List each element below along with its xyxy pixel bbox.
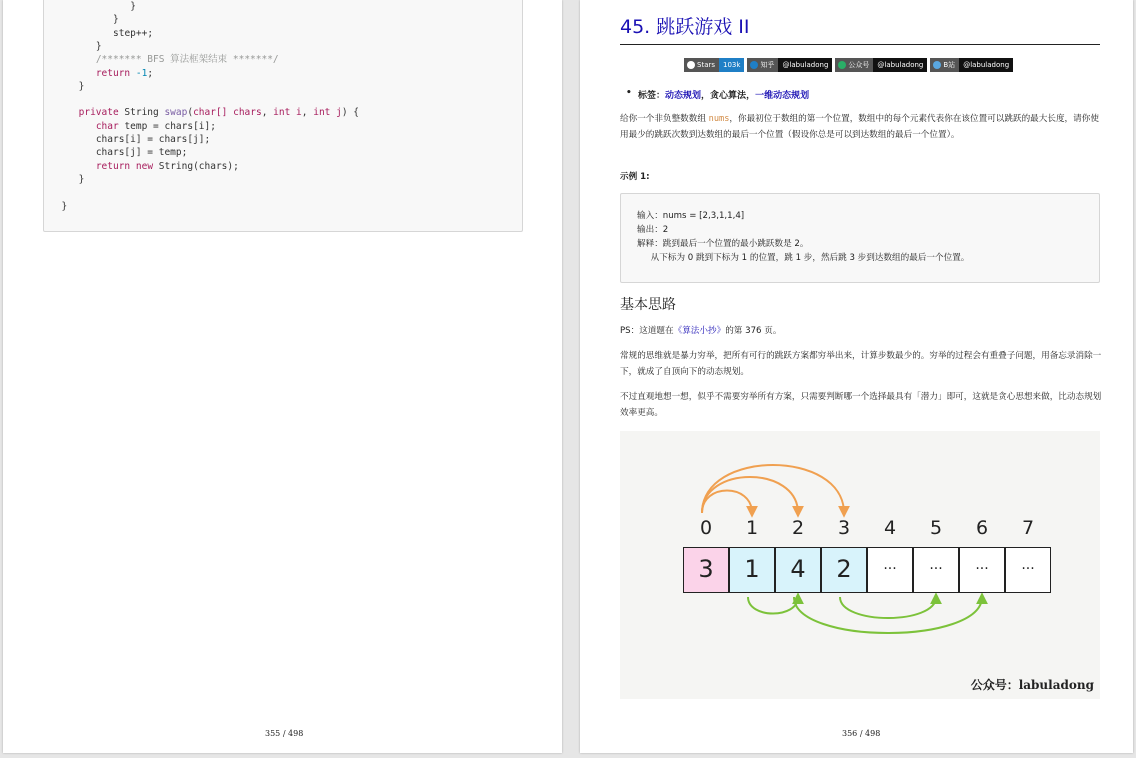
code-token: temp = chars[i]; xyxy=(124,120,216,132)
ps-text: 的第 376 页。 xyxy=(725,326,782,336)
page-number-left: 355 / 498 xyxy=(265,729,304,738)
inline-code-nums: nums xyxy=(708,114,730,124)
index-label: 1 xyxy=(745,517,759,539)
jump-arrow-green xyxy=(840,597,936,618)
tag-line xyxy=(626,88,810,101)
code-token: int i xyxy=(273,107,302,119)
paragraph-brute-force: 常规的思维就是暴力穷举，把所有可行的跳跃方案都穷举出来，计算步数最少的。穷举的过程会有重叠子问题，用备忘录消除一下，就成了自顶向下的动态规划。 xyxy=(620,351,1102,377)
code-token: return xyxy=(95,160,136,172)
code-token: chars[i] = chars[j]; xyxy=(95,134,211,145)
zhihu-icon xyxy=(750,61,758,69)
array-cell: 4 xyxy=(775,547,821,593)
problem-text: ，你最初位于数组的第一个位置，数组中的每个元素代表你在该位置可以跳跃的最大长度，请你使用最少的跳跃次数到达数组的最后一个位置（假设你总是可以到达数组的最后一个位置）。 xyxy=(620,114,1099,140)
badge-value: @labuladong xyxy=(873,58,927,72)
badge-value: @labuladong xyxy=(959,58,1013,72)
code-line xyxy=(96,120,216,133)
social-badge[interactable] xyxy=(930,58,1013,72)
code-token: String xyxy=(124,107,165,119)
code-token: step++; xyxy=(113,27,154,39)
code-token: char xyxy=(95,120,125,132)
badge-label-text: 公众号 xyxy=(848,61,870,69)
code-token: } xyxy=(95,40,102,52)
jump-game-figure xyxy=(620,431,1100,699)
badge-label-text: 知乎 xyxy=(760,61,775,69)
title-divider xyxy=(620,44,1100,45)
index-label: 4 xyxy=(883,517,897,539)
example-label: 示例 1: xyxy=(620,172,650,182)
code-token: , xyxy=(261,107,274,119)
array-cell: ··· xyxy=(959,547,1005,593)
jump-arrow-green xyxy=(748,597,798,614)
code-line xyxy=(96,67,153,80)
code-token: ( xyxy=(187,107,194,119)
code-line xyxy=(96,40,102,53)
code-line xyxy=(113,13,119,26)
array-cell: ··· xyxy=(913,547,959,593)
social-badge[interactable] xyxy=(835,58,927,72)
index-label: 2 xyxy=(791,517,805,539)
ps-text: PS：这道题在 xyxy=(620,326,674,336)
tag-link-1d-dp[interactable]: 一维动态规划 xyxy=(755,91,810,101)
code-token: String(chars); xyxy=(158,160,239,172)
problem-description xyxy=(620,111,1104,143)
code-token: private xyxy=(78,107,125,119)
code-block xyxy=(43,0,523,232)
code-line xyxy=(61,200,67,213)
example-line: 输出：2 xyxy=(637,225,669,235)
tag-separator: ， xyxy=(701,91,711,101)
code-line xyxy=(130,0,136,13)
page-number-right: 356 / 498 xyxy=(842,729,881,738)
example-block xyxy=(620,193,1100,283)
code-line xyxy=(113,27,153,40)
code-token: } xyxy=(113,14,119,26)
code-line xyxy=(79,80,85,93)
index-label: 5 xyxy=(929,517,943,539)
bullet-icon: • xyxy=(626,88,632,98)
index-label: 7 xyxy=(1021,517,1035,539)
badge-label-text: Stars xyxy=(697,61,716,69)
code-token: -1 xyxy=(135,67,148,79)
badge-row xyxy=(684,58,1013,72)
badge-label xyxy=(930,58,959,72)
array-cell: 3 xyxy=(683,547,729,593)
array-cell: 2 xyxy=(821,547,867,593)
code-token: } xyxy=(78,80,85,92)
code-token: chars[j] = temp; xyxy=(95,147,188,159)
ps-line xyxy=(620,323,1104,339)
array-cell: ··· xyxy=(867,547,913,593)
social-badge[interactable] xyxy=(747,58,832,72)
badge-label-text: B站 xyxy=(943,61,956,69)
code-token: ) { xyxy=(341,107,360,119)
jump-arrow-orange xyxy=(702,465,844,513)
figure-watermark: 公众号：labuladong xyxy=(970,678,1094,692)
section-heading: 基本思路 xyxy=(620,297,676,313)
badge-value: @labuladong xyxy=(778,58,832,72)
problem-text: 给你一个非负整数数组 xyxy=(620,114,709,124)
code-token: int j xyxy=(313,107,342,119)
code-line xyxy=(96,146,188,159)
code-token: swap xyxy=(164,107,188,119)
code-token: ; xyxy=(147,67,154,79)
tags-label: 标签： xyxy=(638,91,666,101)
index-label: 6 xyxy=(975,517,989,539)
code-token: } xyxy=(61,200,68,212)
example-line: 输入：nums = [2,3,1,1,4] xyxy=(637,211,745,221)
badge-value: 103k xyxy=(719,58,744,72)
code-token: return xyxy=(95,67,136,79)
code-token: char[] chars xyxy=(193,107,262,119)
wechat-icon xyxy=(838,61,846,69)
pdf-page-right xyxy=(580,0,1133,753)
badge-label xyxy=(684,58,719,72)
pdf-page-left xyxy=(3,0,562,753)
badge-label xyxy=(747,58,778,72)
array-cell: ··· xyxy=(1005,547,1051,593)
code-line xyxy=(96,53,279,66)
code-token: , xyxy=(301,107,314,119)
github-icon xyxy=(687,61,695,69)
code-line xyxy=(79,106,359,119)
example-line: 解释：跳到最后一个位置的最小跳跃数是 2。 xyxy=(637,239,809,249)
tag-separator: ， xyxy=(746,91,756,101)
page-title: 45. 跳跃游戏 II xyxy=(620,16,750,38)
jump-arrow-green xyxy=(794,597,982,633)
code-token: } xyxy=(78,173,85,185)
code-token: } xyxy=(130,1,136,12)
code-token: /******* BFS 算法框架结束 *******/ xyxy=(95,54,279,66)
book-link[interactable]: 《算法小抄》 xyxy=(673,326,726,336)
badge-label xyxy=(835,58,873,72)
tag-greedy: 贪心算法 xyxy=(710,91,747,101)
index-label: 0 xyxy=(699,517,713,539)
index-label: 3 xyxy=(837,517,851,539)
array-cell: 1 xyxy=(729,547,775,593)
code-token: new xyxy=(135,160,159,172)
bilibili-icon xyxy=(933,61,941,69)
paragraph-greedy: 不过直观地想一想，似乎不需要穷举所有方案，只需要判断哪一个选择最具有「潜力」即可，这就是贪心思想来做，比动态规划效率更高。 xyxy=(620,392,1102,418)
tag-link-dp[interactable]: 动态规划 xyxy=(665,91,702,101)
social-badge[interactable] xyxy=(684,58,744,72)
example-line: 从下标为 0 跳到下标为 1 的位置，跳 1 步，然后跳 3 步到达数组的最后一个位置。 xyxy=(637,253,970,263)
code-line xyxy=(96,160,239,173)
code-line xyxy=(79,173,85,186)
code-line xyxy=(96,133,210,146)
